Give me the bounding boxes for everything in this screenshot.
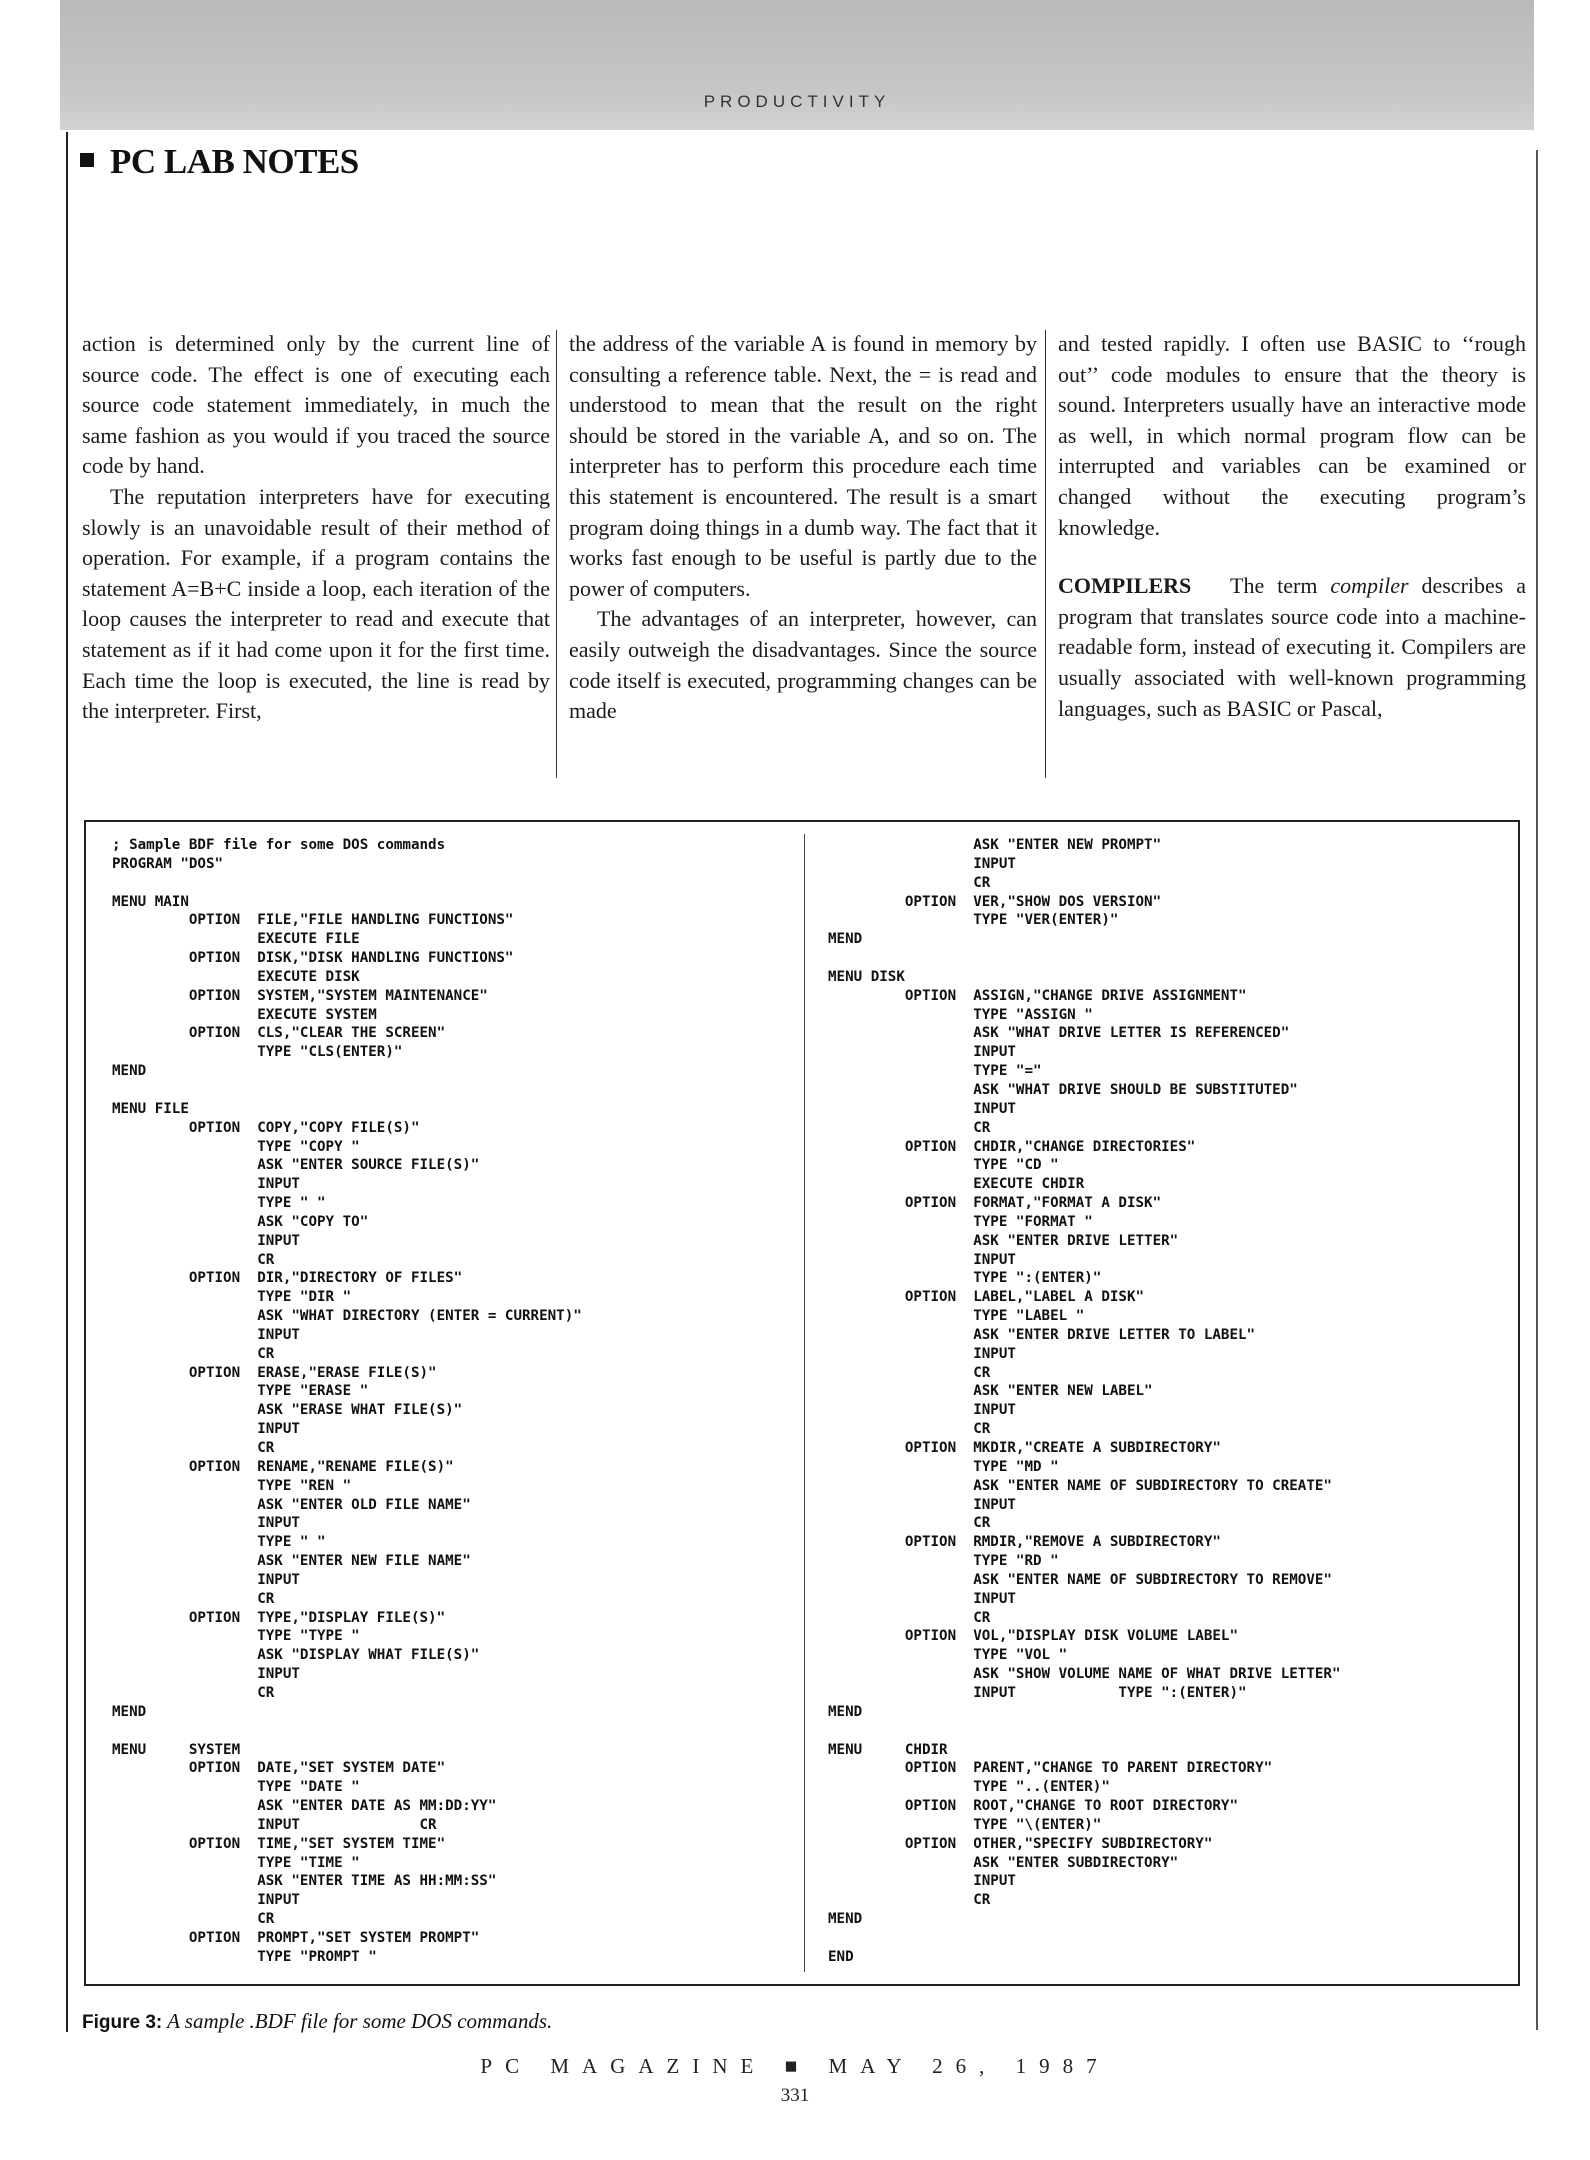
paragraph: the address of the variable A is found in memory by consulting a reference table. Next, the = is read and understood to mean that the result on the right should be stored in the variable A, and so on. The interpreter has to perform this procedure each time this statement is encountered. The result is a smart program doing things in a dumb way. The fact that it works fast enough to be useful is partly due to the power of computers. xyxy=(569,331,1037,601)
text-run: The term xyxy=(1230,573,1331,599)
right-rule xyxy=(1536,150,1538,2030)
figure-label: Figure 3: xyxy=(82,2012,163,2033)
left-rule xyxy=(66,132,68,2032)
column-divider xyxy=(1045,330,1046,778)
paragraph: The advantages of an interpreter, however, can easily outweigh the disadvantages. Since the source code itself is executed, programming changes can be made xyxy=(569,606,1037,724)
code-listing-right: ASK "ENTER NEW PROMPT" INPUT CR OPTION VER,"SHOW DOS VERSION" TYPE "VER(ENTER)" MEND MENU DISK OPTION ASSIGN,"CHANGE DRIVE ASSIGNMENT" TYPE "ASSIGN " ASK "WHAT DRIVE LETTER IS REFERENCED" INPUT TYPE "=" ASK "WHAT DRIVE SHOULD BE SUBSTITUTED" INPUT CR OPTION CHDIR,"CHANGE DIRECTORIES" TYPE "CD " EXECUTE CHDIR OPTION FORMAT,"FORMAT A DISK" TYPE "FORMAT " ASK "ENTER DRIVE LETTER" INPUT TYPE ":(ENTER)" OPTION LABEL,"LABEL A DISK" TYPE "LABEL " ASK "ENTER DRIVE LETTER TO LABEL" INPUT CR ASK "ENTER NEW LABEL" INPUT CR OPTION MKDIR,"CREATE A SUBDIRECTORY" TYPE "MD " ASK "ENTER NAME OF SUBDIRECTORY TO CREATE" INPUT CR OPTION RMDIR,"REMOVE A SUBDIRECTORY" TYPE "RD " ASK "ENTER NAME OF SUBDIRECTORY TO REMOVE" INPUT CR OPTION VOL,"DISPLAY DISK VOLUME LABEL" TYPE "VOL " ASK "SHOW VOLUME NAME OF WHAT DRIVE LETTER" INPUT TYPE ":(ENTER)" MEND MENU CHDIR OPTION PARENT,"CHANGE TO PARENT DIRECTORY" TYPE "..(ENTER)" OPTION ROOT,"CHANGE TO ROOT DIRECTORY" TYPE "\(ENTER)" OPTION OTHER,"SPECIFY SUBDIRECTORY" ASK "ENTER SUBDIRECTORY" INPUT CR MEND END xyxy=(828,837,1341,1965)
section-kicker: PRODUCTIVITY xyxy=(703,92,891,111)
column-divider xyxy=(556,330,557,778)
section-title-text: PC LAB NOTES xyxy=(110,142,359,181)
figure-box xyxy=(84,820,1520,1986)
article-column-3 xyxy=(1058,329,1526,724)
paragraph: and tested rapidly. I often use BASIC to ‘‘rough out’’ code modules to ensure that the theory is sound. Interpreters usually have an interactive mode as well, in which normal program flow can be interrupted and variables can be examined or changed without the executing program’s knowledge. xyxy=(1058,331,1526,540)
figure-caption xyxy=(82,2009,552,2034)
square-bullet-icon xyxy=(80,153,94,167)
header-band xyxy=(60,0,1534,130)
code-listing-left: ; Sample BDF file for some DOS commands PROGRAM "DOS" MENU MAIN OPTION FILE,"FILE HANDLING FUNCTIONS" EXECUTE FILE OPTION DISK,"DISK HANDLING FUNCTIONS" EXECUTE DISK OPTION SYSTEM,"SYSTEM MAINTENANCE" EXECUTE SYSTEM OPTION CLS,"CLEAR THE SCREEN" TYPE "CLS(ENTER)" MEND MENU FILE OPTION COPY,"COPY FILE(S)" TYPE "COPY " ASK "ENTER SOURCE FILE(S)" INPUT TYPE " " ASK "COPY TO" INPUT CR OPTION DIR,"DIRECTORY OF FILES" TYPE "DIR " ASK "WHAT DIRECTORY (ENTER = CURRENT)" INPUT CR OPTION ERASE,"ERASE FILE(S)" TYPE "ERASE " ASK "ERASE WHAT FILE(S)" INPUT CR OPTION RENAME,"RENAME FILE(S)" TYPE "REN " ASK "ENTER OLD FILE NAME" INPUT TYPE " " ASK "ENTER NEW FILE NAME" INPUT CR OPTION TYPE,"DISPLAY FILE(S)" TYPE "TYPE " ASK "DISPLAY WHAT FILE(S)" INPUT CR MEND MENU SYSTEM OPTION DATE,"SET SYSTEM DATE" TYPE "DATE " ASK "ENTER DATE AS MM:DD:YY" INPUT CR OPTION TIME,"SET SYSTEM TIME" TYPE "TIME " ASK "ENTER TIME AS HH:MM:SS" INPUT CR OPTION PROMPT,"SET SYSTEM PROMPT" TYPE "PROMPT " xyxy=(112,837,582,1965)
run-in-heading: COMPILERS xyxy=(1058,573,1192,599)
section-title xyxy=(80,142,359,182)
figure-caption-text: A sample .BDF file for some DOS commands. xyxy=(162,2009,553,2033)
article-column-1 xyxy=(82,329,550,727)
paragraph: The reputation interpreters have for executing slowly is an unavoidable result of their method of operation. For example, if a program contains the statement A=B+C inside a loop, each iteration of the loop causes the interpreter to read and execute that statement as if it had come upon it for the first time. Each time the loop is executed, the line is read by the interpreter. First, xyxy=(82,483,550,724)
paragraph: action is determined only by the current line of source code. The effect is one of executing each source code statement immediately, in much the same fashion as you would if you traced the source code by hand. xyxy=(82,331,550,479)
page-number: 331 xyxy=(780,2085,810,2106)
article-column-2 xyxy=(569,329,1037,727)
emphasis: compiler xyxy=(1330,573,1409,599)
text-run: describes a program that translates source code into a machine-readable form, instead of executing it. Compilers are usually associated with well-known programming languages, such as BASIC or Pascal, xyxy=(1058,573,1527,721)
paragraph xyxy=(1058,571,1526,724)
footer-magazine: PC MAGAZINE ■ MAY 26, 1987 xyxy=(480,2054,1110,2078)
code-divider xyxy=(804,834,805,1972)
